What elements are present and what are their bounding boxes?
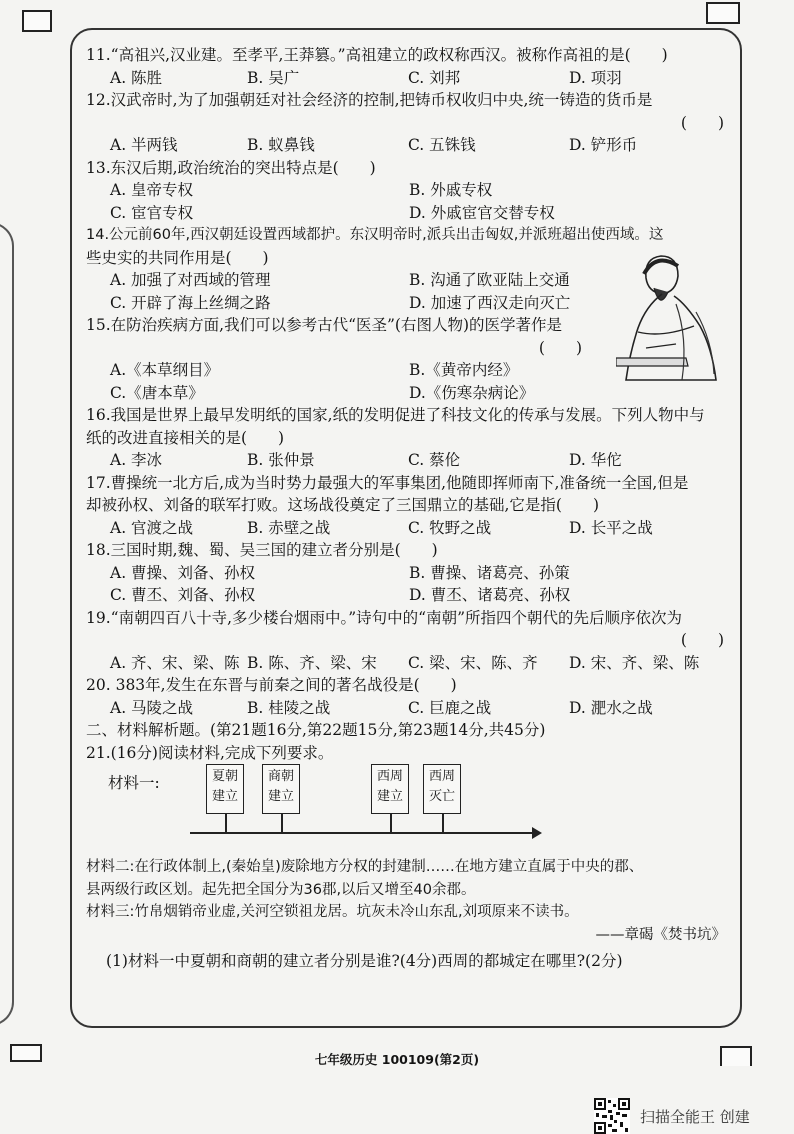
q18-option-b: B. 曹操、诸葛亮、孙策: [409, 563, 570, 582]
physician-portrait-illustration: [616, 248, 720, 384]
q14-option-b: B. 沟通了欧亚陆上交通: [409, 271, 570, 289]
scanner-watermark: 扫描全能王 创建: [640, 1108, 750, 1126]
timeline-diagram: [86, 764, 732, 856]
q14-stem-line1: 14.公元前60年,西汉朝廷设置西域都护。东汉明帝时,派兵出击匈奴,并派班超出使西域。这: [86, 227, 664, 243]
q15-answer-paren: ( ): [538, 338, 582, 357]
q16-option-b: B. 张仲景: [247, 451, 315, 469]
q18-option-d: D. 曹丕、诸葛亮、孙权: [409, 586, 571, 604]
q11-option-c: C. 刘邦: [408, 68, 461, 87]
timeline-box-text: 建立: [267, 789, 294, 804]
q11-options: [86, 67, 732, 90]
q12-answer-paren: ( ): [680, 113, 724, 132]
q16-options: [86, 449, 732, 472]
q17-stem-line1: 17.曹操统一北方后,成为当时势力最强大的军事集团,他随即挥师南下,准备统一全国,但是: [86, 473, 689, 492]
q19-option-c: C. 梁、宋、陈、齐: [408, 653, 538, 672]
timeline-axis: [190, 832, 536, 834]
timeline-tick: [225, 813, 227, 832]
q18-options-row2: [86, 584, 732, 607]
q19-option-d: D. 宋、齐、梁、陈: [569, 653, 700, 672]
q18-stem: 18.三国时期,魏、蜀、吴三国的建立者分别是( ): [86, 541, 438, 559]
q18-option-c: C. 曹丕、刘备、孙权: [110, 586, 256, 604]
timeline-tick: [281, 813, 283, 832]
binding-margin-arc: [0, 222, 14, 1026]
q12-option-a: A. 半两钱: [110, 136, 178, 154]
q20-option-d: D. 淝水之战: [569, 698, 653, 717]
q19-options: [86, 652, 732, 675]
q13-option-a: A. 皇帝专权: [110, 181, 194, 199]
q14-option-d: D. 加速了西汉走向灭亡: [409, 293, 571, 312]
q17-stem-line2: 却被孙权、刘备的联军打败。这场战役奠定了三国鼎立的基础,它是指( ): [86, 496, 600, 514]
q18-options-row1: [86, 562, 732, 585]
material-2-line1: 材料二:在行政体制上,(秦始皇)废除地方分权的封建制……在地方建立直属于中央的郡、: [86, 859, 644, 875]
q19-stem: 19.“南朝四百八十寺,多少楼台烟雨中。”诗句中的“南朝”所指四个朝代的先后顺序依次为: [86, 608, 683, 627]
q16-stem-line1: 16.我国是世界上最早发明纸的国家,纸的发明促进了科技文化的传承与发展。下列人物中与: [86, 406, 705, 424]
q13-options-row2: [86, 202, 732, 225]
q17-options: [86, 517, 732, 540]
q15-stem: 15.在防治疾病方面,我们可以参考古代“医圣”(右图人物)的医学著作是: [86, 316, 563, 334]
q12-stem: 12.汉武帝时,为了加强朝廷对社会经济的控制,把铸币权收归中央,统一铸造的货币是: [86, 91, 653, 109]
q12-option-c: C. 五铢钱: [408, 136, 476, 154]
q18-option-a: A. 曹操、刘备、孙权: [110, 563, 256, 582]
question-content: [86, 44, 732, 973]
qr-code-icon: [594, 1098, 630, 1134]
q15-option-b: B.《黄帝内经》: [409, 361, 519, 379]
q14-option-a: A. 加强了对西域的管理: [110, 271, 271, 289]
q20-options: [86, 697, 732, 720]
q17-option-a: A. 官渡之战: [110, 518, 194, 537]
q17-option-c: C. 牧野之战: [408, 518, 492, 537]
q16-option-a: A. 李冰: [110, 451, 163, 469]
material-2-line2: 县两级行政区划。起先把全国分为36郡,以后又增至40余郡。: [86, 881, 476, 898]
q13-option-b: B. 外戚专权: [409, 181, 493, 199]
q14-option-c: C. 开辟了海上丝绸之路: [110, 293, 271, 312]
q11-option-b: B. 吴广: [247, 68, 300, 87]
timeline-box-shang-founding: [262, 764, 300, 814]
timeline-tick: [442, 813, 444, 832]
section-2-heading: 二、材料解析题。(第21题16分,第22题15分,第23题14分,共45分): [86, 721, 546, 739]
q17-option-d: D. 长平之战: [569, 518, 653, 537]
q20-option-a: A. 马陵之战: [110, 698, 194, 717]
timeline-box-xia-founding: [206, 764, 244, 814]
timeline-arrow-icon: [532, 827, 542, 839]
q11-option-a: A. 陈胜: [110, 68, 163, 87]
page-footer: 七年级历史 100109(第2页): [314, 1052, 480, 1067]
q15-option-a: A.《本草纲目》: [110, 361, 220, 379]
q13-options-row1: [86, 179, 732, 202]
timeline-box-text: 灭亡: [428, 789, 455, 804]
q17-option-b: B. 赤壁之战: [247, 518, 331, 537]
q13-option-d: D. 外戚宦官交替专权: [409, 203, 555, 222]
material-3: 材料三:竹帛烟销帝业虚,关河空锁祖龙居。坑灰未冷山东乱,刘项原来不读书。: [86, 904, 579, 920]
q15-option-d: D.《伤寒杂病论》: [409, 383, 535, 402]
timeline-box-text: 西周: [428, 769, 455, 784]
q12-option-d: D. 铲形币: [569, 136, 638, 154]
q12-options: [86, 134, 732, 157]
material-1-label: 材料一:: [108, 774, 160, 792]
timeline-tick: [390, 813, 392, 832]
timeline-box-text: 夏朝: [211, 769, 238, 784]
timeline-box-text: 西周: [376, 769, 403, 784]
q19-option-a: A. 齐、宋、梁、陈: [110, 653, 240, 672]
q16-option-d: D. 华佗: [569, 451, 622, 469]
q20-stem: 20. 383年,发生在东晋与前秦之间的著名战役是( ): [86, 676, 457, 694]
q21-sub-question-1: (1)材料一中夏朝和商朝的建立者分别是谁?(4分)西周的都城定在哪里?(2分): [106, 952, 623, 970]
q15-option-c: C.《唐本草》: [110, 383, 204, 402]
q20-option-b: B. 桂陵之战: [247, 698, 331, 717]
q20-option-c: C. 巨鹿之战: [408, 698, 492, 717]
q13-stem: 13.东汉后期,政治统治的突出特点是( ): [86, 158, 376, 177]
timeline-box-text: 建立: [376, 789, 403, 804]
timeline-box-text: 建立: [211, 789, 238, 804]
q16-option-c: C. 蔡伦: [408, 451, 461, 469]
q14-stem-line2: 些史实的共同作用是( ): [86, 248, 269, 267]
q11-option-d: D. 项羽: [569, 68, 622, 87]
q21-stem: 21.(16分)阅读材料,完成下列要求。: [86, 743, 334, 762]
q12-option-b: B. 蚁鼻钱: [247, 136, 315, 154]
q19-option-b: B. 陈、齐、梁、宋: [247, 653, 377, 672]
timeline-box-western-zhou-founding: [371, 764, 409, 814]
corner-mark-top-left: [22, 10, 52, 32]
q16-stem-line2: 纸的改进直接相关的是( ): [86, 428, 285, 447]
q19-answer-paren: ( ): [680, 631, 724, 649]
material-3-source: ——章碣《焚书坑》: [595, 926, 726, 943]
q15-options-row2: [86, 382, 732, 405]
timeline-box-text: 商朝: [267, 769, 294, 784]
q13-option-c: C. 宦官专权: [110, 203, 194, 222]
corner-mark-top-right: [706, 2, 740, 24]
q11-stem: 11.“高祖兴,汉业建。至孝平,王莽篡。”高祖建立的政权称西汉。被称作高祖的是( ): [86, 46, 668, 64]
timeline-box-western-zhou-fall: [423, 764, 461, 814]
